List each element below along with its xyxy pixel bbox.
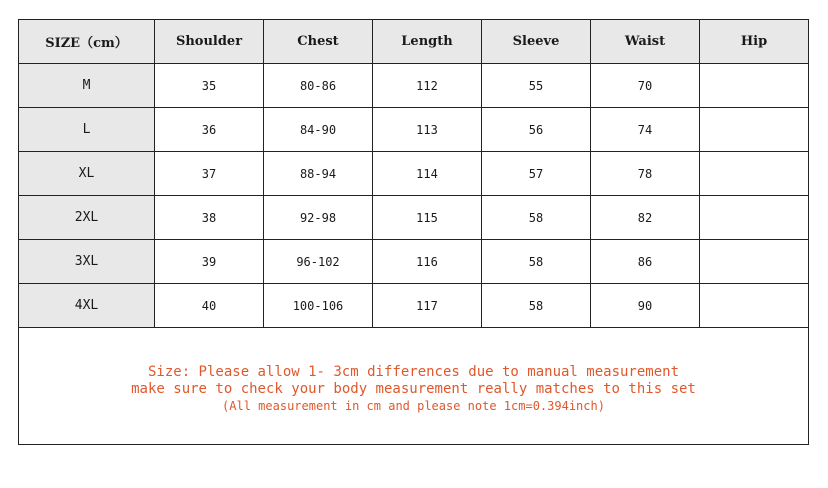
table-row xyxy=(19,64,809,108)
length-cell: 113 xyxy=(373,108,482,152)
size-label: 4XL xyxy=(19,284,155,328)
shoulder-cell: 38 xyxy=(155,196,264,240)
shoulder-cell: 40 xyxy=(155,284,264,328)
header-length: Length xyxy=(373,20,482,64)
size-label: 2XL xyxy=(19,196,155,240)
header-row xyxy=(19,20,809,64)
chest-cell: 88-94 xyxy=(264,152,373,196)
length-cell: 115 xyxy=(373,196,482,240)
waist-cell: 74 xyxy=(591,108,700,152)
sleeve-cell: 58 xyxy=(482,196,591,240)
table-row xyxy=(19,196,809,240)
length-cell: 114 xyxy=(373,152,482,196)
length-cell: 117 xyxy=(373,284,482,328)
hip-cell xyxy=(700,152,809,196)
note-line-check: make sure to check your body measurement really matches to this set xyxy=(131,380,696,397)
hip-cell xyxy=(700,64,809,108)
sleeve-cell: 57 xyxy=(482,152,591,196)
note-line-conversion: (All measurement in cm and please note 1cm=0.394inch) xyxy=(222,398,605,413)
waist-cell: 78 xyxy=(591,152,700,196)
note-row xyxy=(19,328,809,445)
header-shoulder: Shoulder xyxy=(155,20,264,64)
table-row xyxy=(19,284,809,328)
table-row xyxy=(19,108,809,152)
header-chest: Chest xyxy=(264,20,373,64)
length-cell: 116 xyxy=(373,240,482,284)
header-size: SIZE（cm） xyxy=(19,20,155,64)
waist-cell: 86 xyxy=(591,240,700,284)
waist-cell: 70 xyxy=(591,64,700,108)
size-label: 3XL xyxy=(19,240,155,284)
hip-cell xyxy=(700,108,809,152)
measurement-note xyxy=(19,328,809,445)
chest-cell: 80-86 xyxy=(264,64,373,108)
size-label: XL xyxy=(19,152,155,196)
shoulder-cell: 35 xyxy=(155,64,264,108)
length-cell: 112 xyxy=(373,64,482,108)
size-label: L xyxy=(19,108,155,152)
table-row xyxy=(19,152,809,196)
shoulder-cell: 36 xyxy=(155,108,264,152)
shoulder-cell: 37 xyxy=(155,152,264,196)
size-chart-table xyxy=(18,19,809,445)
header-hip: Hip xyxy=(700,20,809,64)
chest-cell: 96-102 xyxy=(264,240,373,284)
sleeve-cell: 55 xyxy=(482,64,591,108)
chest-cell: 92-98 xyxy=(264,196,373,240)
chest-cell: 84-90 xyxy=(264,108,373,152)
size-label: M xyxy=(19,64,155,108)
table-row xyxy=(19,240,809,284)
hip-cell xyxy=(700,240,809,284)
sleeve-cell: 58 xyxy=(482,284,591,328)
waist-cell: 82 xyxy=(591,196,700,240)
note-line-allowance: Size: Please allow 1- 3cm differences due to manual measurement xyxy=(147,363,679,380)
sleeve-cell: 56 xyxy=(482,108,591,152)
shoulder-cell: 39 xyxy=(155,240,264,284)
header-sleeve: Sleeve xyxy=(482,20,591,64)
hip-cell xyxy=(700,284,809,328)
chest-cell: 100-106 xyxy=(264,284,373,328)
sleeve-cell: 58 xyxy=(482,240,591,284)
hip-cell xyxy=(700,196,809,240)
header-waist: Waist xyxy=(591,20,700,64)
waist-cell: 90 xyxy=(591,284,700,328)
